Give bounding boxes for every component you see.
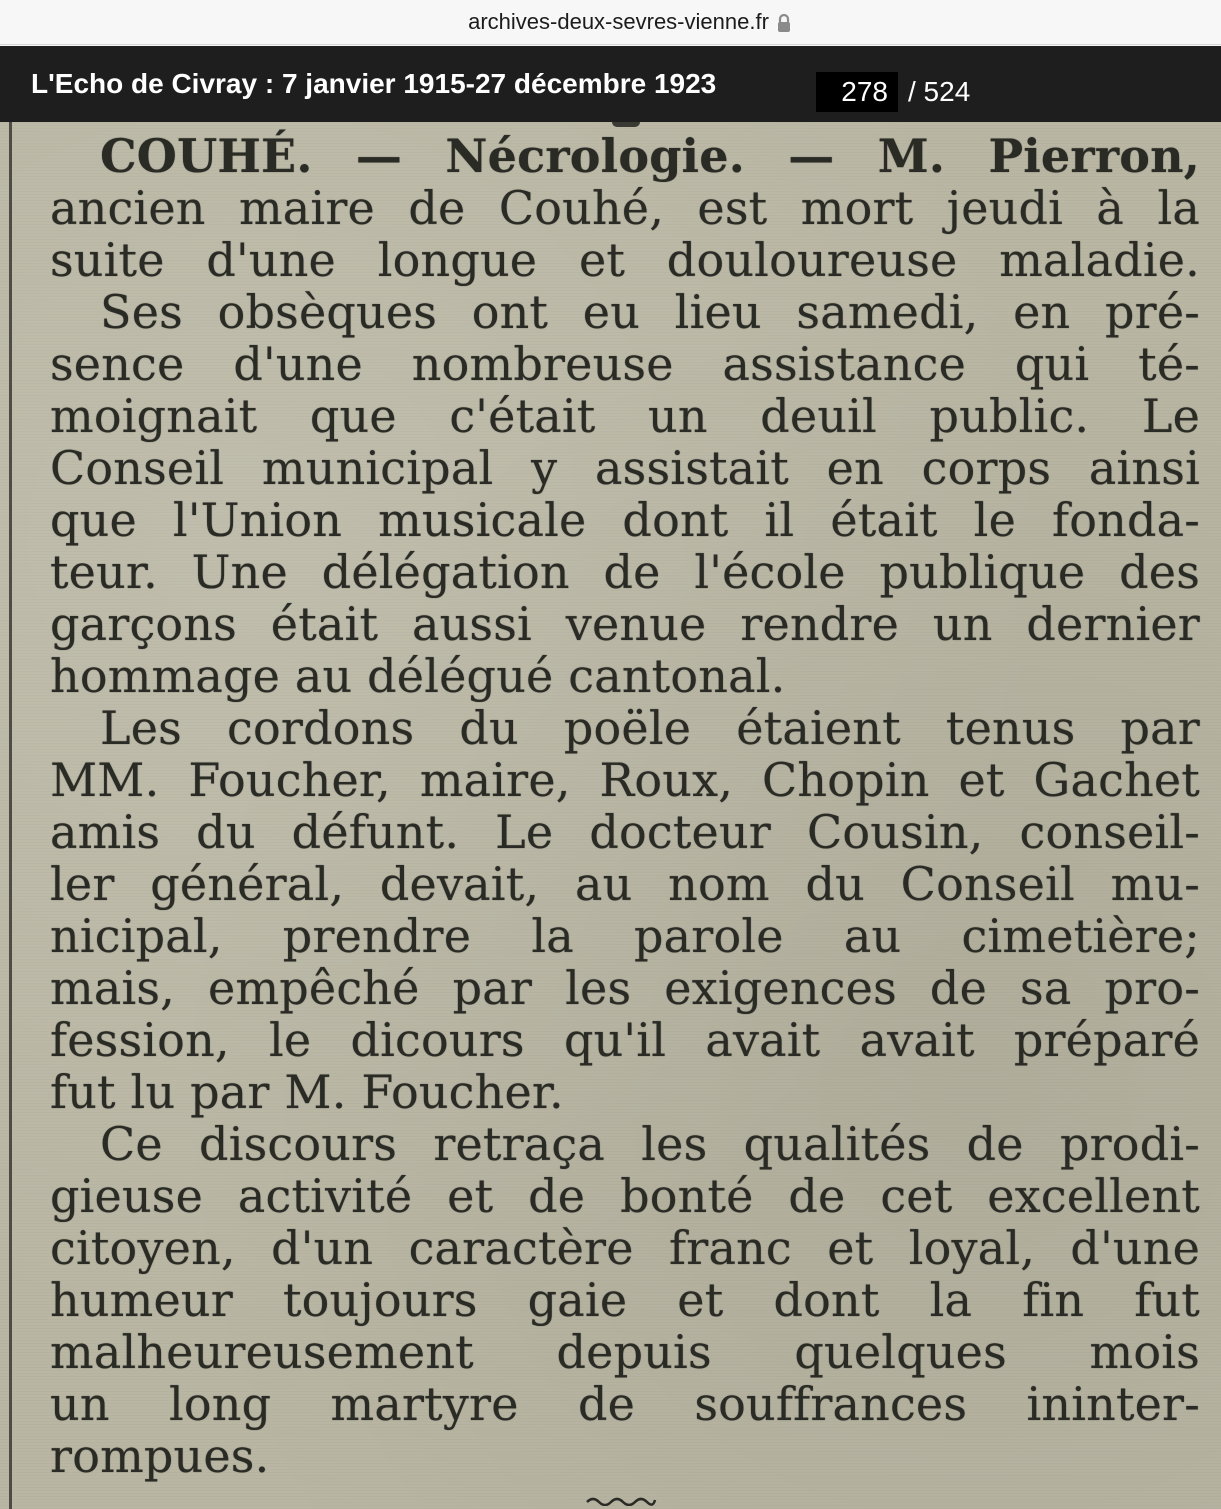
- article-line: suite d'une longue et douloureuse maladie.: [50, 233, 1200, 287]
- article-line: MM. Foucher, maire, Roux, Chopin et Gachet: [50, 753, 1200, 807]
- article-line: rompues.: [50, 1429, 270, 1483]
- page-total: / 524: [908, 76, 971, 107]
- document-title: L'Echo de Civray : 7 janvier 1915-27 décembre 1923: [31, 68, 717, 99]
- article-line: ler général, devait, au nom du Conseil mu-: [50, 857, 1200, 911]
- ink-mark: [612, 122, 640, 127]
- article-line: sence d'une nombreuse assistance qui té-: [50, 337, 1200, 391]
- article-line: nicipal, prendre la parole au cimetière;: [50, 909, 1200, 963]
- lock-icon: [777, 13, 791, 33]
- page-number-input[interactable]: [816, 72, 898, 112]
- article-line: Conseil municipal y assistait en corps ainsi: [50, 441, 1200, 495]
- article-line: teur. Une délégation de l'école publique des: [50, 545, 1200, 599]
- article-line: COUHÉ. — Nécrologie. — M. Pierron,: [100, 129, 1200, 183]
- article-line: fut lu par M. Foucher.: [50, 1065, 564, 1119]
- article-line: mais, empêché par les exigences de sa pro-: [50, 961, 1200, 1015]
- browser-url-bar[interactable]: [0, 0, 1221, 45]
- article-line: hommage au délégué cantonal.: [50, 649, 786, 703]
- url-domain[interactable]: archives-deux-sevres-vienne.fr: [468, 9, 769, 34]
- article-line: malheureusement depuis quelques mois: [50, 1325, 1200, 1379]
- article-line: un long martyre de souffrances ininter-: [50, 1377, 1200, 1431]
- article-line: citoyen, d'un caractère franc et loyal, d'une: [50, 1221, 1200, 1275]
- article-line: moignait que c'était un deuil public. Le: [50, 389, 1200, 443]
- newspaper-scan[interactable]: [0, 122, 1221, 1509]
- article-necrologie: [50, 130, 1200, 1482]
- article-line: garçons était aussi venue rendre un dernier: [50, 597, 1200, 651]
- ornament-squiggle: [585, 1494, 657, 1506]
- article-line: Les cordons du poële étaient tenus par: [100, 701, 1200, 755]
- article-line: amis du défunt. Le docteur Cousin, conseil-: [50, 805, 1200, 859]
- viewer-toolbar: [0, 46, 1221, 122]
- article-line: ancien maire de Couhé, est mort jeudi à la: [50, 181, 1200, 235]
- column-rule: [9, 122, 12, 1509]
- article-line: fession, le dicours qu'il avait avait préparé: [50, 1013, 1200, 1067]
- article-line: Ce discours retraça les qualités de prodi-: [100, 1117, 1200, 1171]
- article-line: que l'Union musicale dont il était le fonda-: [50, 493, 1200, 547]
- article-line: gieuse activité et de bonté de cet excellent: [50, 1169, 1200, 1223]
- article-line: humeur toujours gaie et dont la fin fut: [50, 1273, 1200, 1327]
- article-line: Ses obsèques ont eu lieu samedi, en pré-: [100, 285, 1200, 339]
